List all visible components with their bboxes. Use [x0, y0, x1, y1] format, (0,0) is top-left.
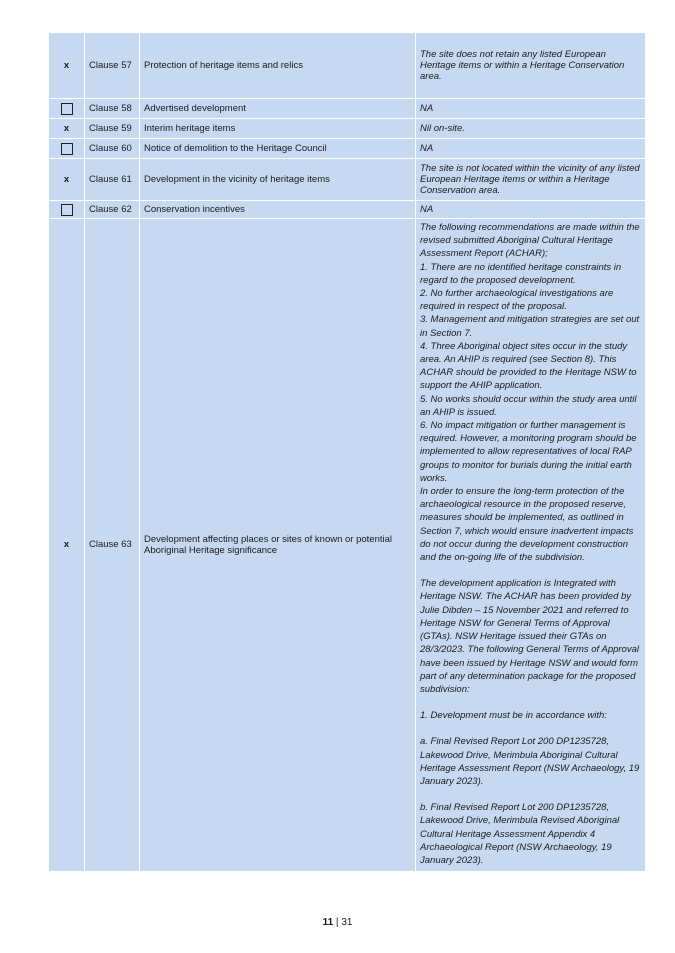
checkbox-icon: [61, 204, 73, 216]
recommendation-item: 4. Three Aboriginal object sites occur in the study area. An AHIP is required (see Section 8). This ACHAR should be provided to the Heritage NSW to support the AHIP application.: [420, 340, 637, 392]
table-row-clause-63: [49, 219, 646, 872]
table-row: [49, 99, 646, 119]
gta-subitem: b. Final Revised Report Lot 200 DP1235728, Lakewood Drive, Merimbula Revised Aboriginal Cultural Heritage Assessment Appendix 4 Archaeological Report (NSW Archaeology, 19 January 2023).: [420, 802, 620, 866]
clause-number: Clause 57: [85, 33, 140, 99]
not-applicable-checkbox: [49, 201, 85, 219]
table-row: [49, 139, 646, 159]
integrated-paragraph: The development application is Integrated with Heritage NSW. The ACHAR has been provided by Julie Dibden – 15 November 2021 and referred to Heritage NSW for General Terms of Approval (GTAs). NSW Heritage issued their GTAs on 28/3/2023. The following General Terms of Approval have been issued by Heritage NSW and would form part of any determination package for the proposed subdivision:: [420, 578, 639, 695]
page-total: 31: [341, 917, 353, 928]
clause-title: Conservation incentives: [140, 201, 416, 219]
recommendation-item: 1. There are no identified heritage constraints in regard to the proposed development.: [420, 261, 622, 286]
clause-comment: The site does not retain any listed European Heritage items or within a Heritage Conservation area.: [416, 33, 646, 99]
clause-number: Clause 61: [85, 159, 140, 201]
clause-title: Advertised development: [140, 99, 416, 119]
clause-comment: NA: [416, 201, 646, 219]
recommendation-item: 6. No impact mitigation or further management is required. However, a monitoring program should be implemented to allow representatives of local RAP groups to monitor for burials during the initial earth works.: [420, 420, 637, 484]
gta-subitem: a. Final Revised Report Lot 200 DP1235728, Lakewood Drive, Merimbula Aboriginal Cultural Heritage Assessment Report (NSW Archaeology, 19 January 2023).: [420, 736, 640, 787]
checkbox-icon: [61, 143, 73, 155]
applicable-mark: x: [49, 159, 85, 201]
recommendation-item: 2. No further archaeological investigations are required in respect of the proposal.: [420, 288, 614, 313]
clause-table: [48, 32, 646, 872]
clause-number: Clause 59: [85, 119, 140, 139]
recommendation-paragraph: In order to ensure the long-term protection of the archaeological resource in the proposed reserve, measures should be implemented, as outlined in Section 7, which would ensure inadvertent impacts do not occur during the development construction and the on-going life of the subdivision.: [420, 486, 634, 564]
clause-comment: Nil on-site.: [416, 119, 646, 139]
table-row: [49, 33, 646, 99]
checkbox-icon: [61, 103, 73, 115]
clause-63-comment: [416, 219, 646, 872]
clause-comment: NA: [416, 99, 646, 119]
clause-title: Notice of demolition to the Heritage Council: [140, 139, 416, 159]
clause-comment: The site is not located within the vicinity of any listed European Heritage items or within a Heritage Conservation area.: [416, 159, 646, 201]
clause-number: Clause 60: [85, 139, 140, 159]
applicable-mark: x: [49, 219, 85, 872]
clause-title: Interim heritage items: [140, 119, 416, 139]
clause-number: Clause 58: [85, 99, 140, 119]
recommendation-item: 3. Management and mitigation strategies are set out in Section 7.: [420, 314, 640, 339]
clause-title: Protection of heritage items and relics: [140, 33, 416, 99]
clause-comment: NA: [416, 139, 646, 159]
page-separator: |: [335, 917, 339, 928]
not-applicable-checkbox: [49, 139, 85, 159]
table-row: [49, 159, 646, 201]
table-row: [49, 119, 646, 139]
recommendation-paragraph: The following recommendations are made within the revised submitted Aboriginal Cultural Heritage Assessment Report (ACHAR);: [420, 222, 640, 260]
clause-title: Development in the vicinity of heritage items: [140, 159, 416, 201]
applicable-mark: x: [49, 119, 85, 139]
clause-number: Clause 63: [85, 219, 140, 872]
table-row: [49, 201, 646, 219]
applicable-mark: x: [49, 33, 85, 99]
gta-item: 1. Development must be in accordance with:: [420, 710, 607, 722]
clause-title: Development affecting places or sites of known or potential Aboriginal Heritage significance: [140, 219, 416, 872]
page-number: 11: [322, 917, 334, 928]
not-applicable-checkbox: [49, 99, 85, 119]
clause-number: Clause 62: [85, 201, 140, 219]
page-footer: [0, 917, 675, 928]
recommendation-item: 5. No works should occur within the study area until an AHIP is issued.: [420, 393, 637, 418]
